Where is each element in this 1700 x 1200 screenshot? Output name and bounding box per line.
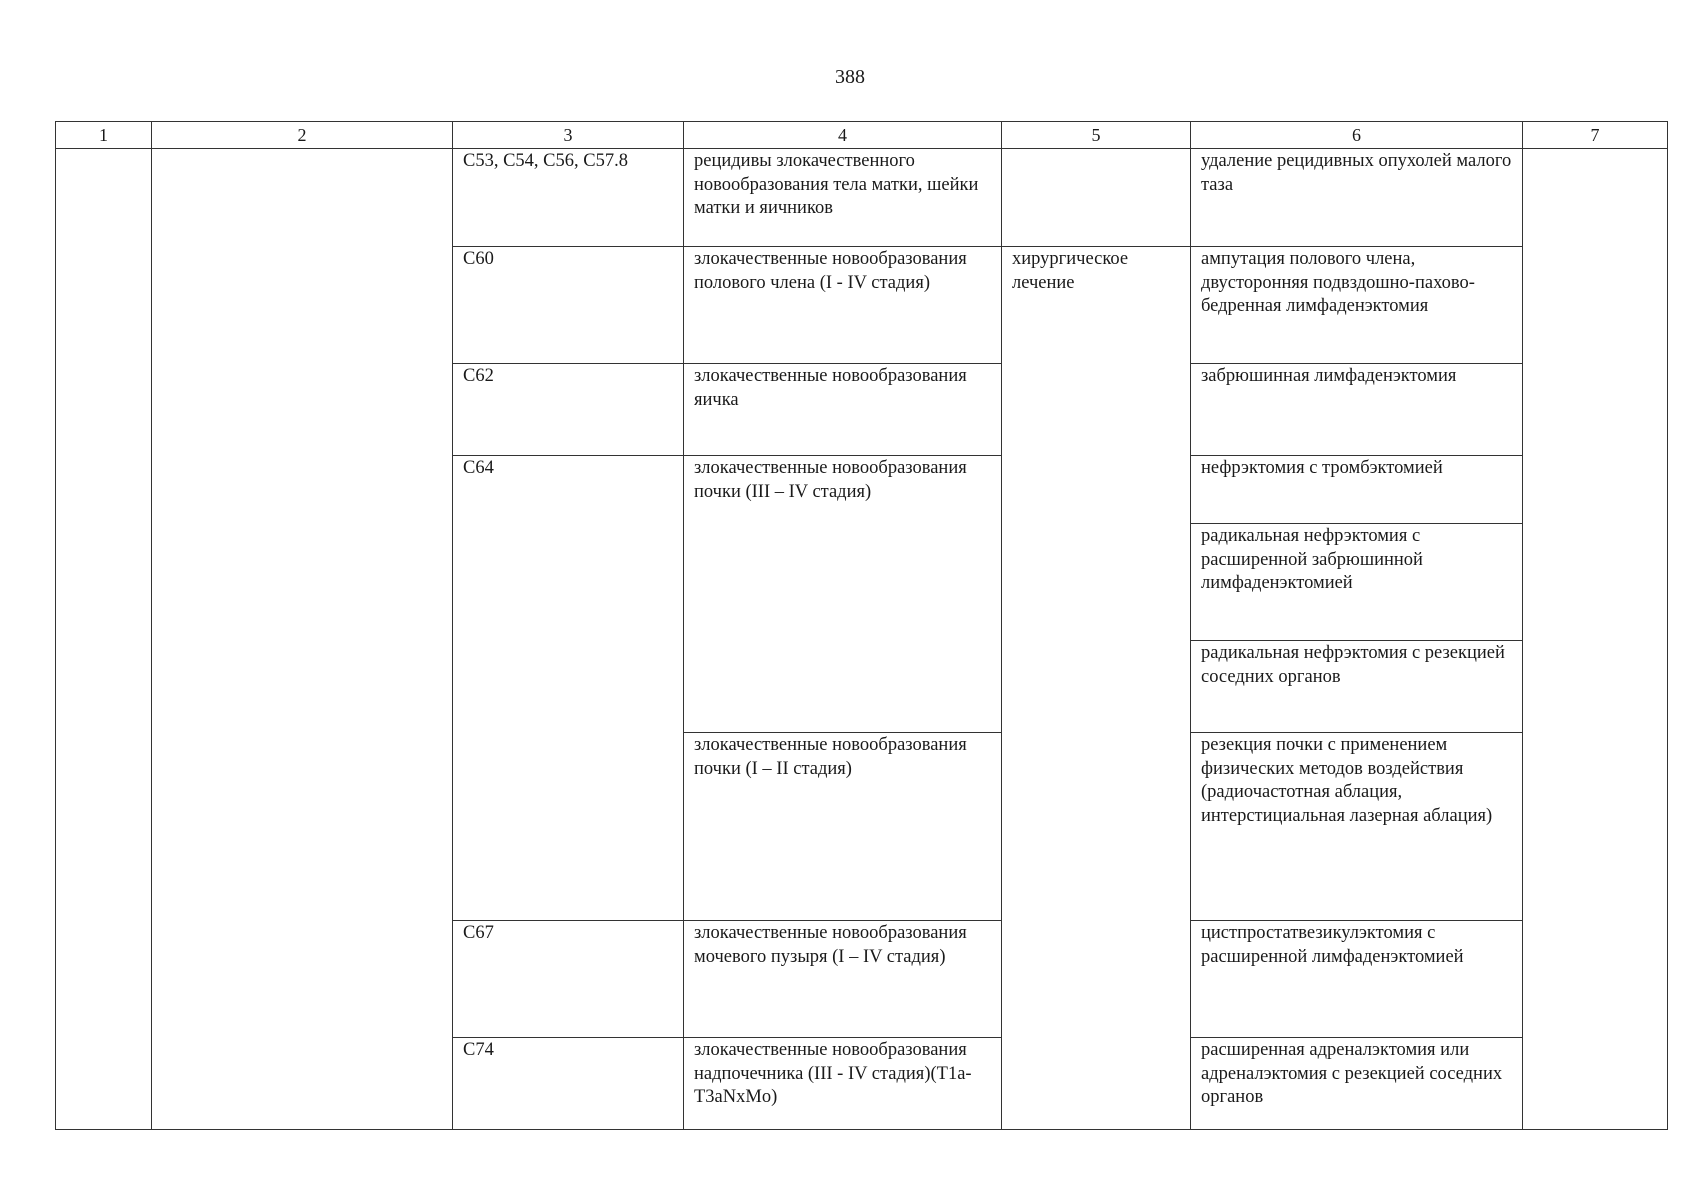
codes-cell: C74 — [453, 1038, 684, 1130]
diagnosis-cell: рецидивы злокачественного новообразования тела матки, шейки матки и яичников — [684, 149, 1002, 247]
codes-cell: C53, C54, C56, C57.8 — [453, 149, 684, 247]
method-cell: радикальная нефрэктомия с резекцией соседних органов — [1191, 641, 1523, 733]
diagnosis-cell: злокачественные новообразования мочевого пузыря (I – IV стадия) — [684, 921, 1002, 1038]
page-number: 388 — [835, 66, 865, 88]
method-cell: резекция почки с применением физических методов воздействия (радиочастотная аблация, интерстициальная лазерная аблация) — [1191, 733, 1523, 921]
diagnosis-cell: злокачественные новообразования почки (III – IV стадия) — [684, 456, 1002, 733]
codes-cell: C64 — [453, 456, 684, 921]
diagnosis-cell: злокачественные новообразования яичка — [684, 364, 1002, 456]
column-1-cell — [56, 149, 152, 1130]
method-cell: удаление рецидивных опухолей малого таза — [1191, 149, 1523, 247]
column-2-cell — [152, 149, 453, 1130]
column-header-4: 4 — [684, 122, 1002, 149]
method-cell: забрюшинная лимфаденэктомия — [1191, 364, 1523, 456]
table-row — [56, 149, 1668, 247]
diagnosis-cell: злокачественные новообразования надпочечника (III - IV стадия)(T1a-T3aNxMo) — [684, 1038, 1002, 1130]
codes-cell: C62 — [453, 364, 684, 456]
column-header-6: 6 — [1191, 122, 1523, 149]
header-row — [56, 122, 1668, 149]
method-cell: ампутация полового члена, двусторонняя подвздошно-пахово-бедренная лимфаденэктомия — [1191, 247, 1523, 364]
diagnosis-cell: злокачественные новообразования полового члена (I - IV стадия) — [684, 247, 1002, 364]
column-header-7: 7 — [1523, 122, 1668, 149]
column-header-2: 2 — [152, 122, 453, 149]
treatment-type-cell: хирургическое лечение — [1002, 247, 1191, 1130]
method-cell: радикальная нефрэктомия с расширенной забрюшинной лимфаденэктомией — [1191, 524, 1523, 641]
method-cell: цистпростатвезикулэктомия с расширенной лимфаденэктомией — [1191, 921, 1523, 1038]
codes-cell: C67 — [453, 921, 684, 1038]
codes-cell: C60 — [453, 247, 684, 364]
treatment-type-cell — [1002, 149, 1191, 247]
method-cell: расширенная адреналэктомия или адреналэктомия с резекцией соседних органов — [1191, 1038, 1523, 1130]
method-cell: нефрэктомия с тромбэктомией — [1191, 456, 1523, 524]
column-header-3: 3 — [453, 122, 684, 149]
column-header-1: 1 — [56, 122, 152, 149]
column-header-5: 5 — [1002, 122, 1191, 149]
column-7-cell — [1523, 149, 1668, 1130]
diagnosis-cell: злокачественные новообразования почки (I – II стадия) — [684, 733, 1002, 921]
medical-care-table — [55, 121, 1668, 1130]
